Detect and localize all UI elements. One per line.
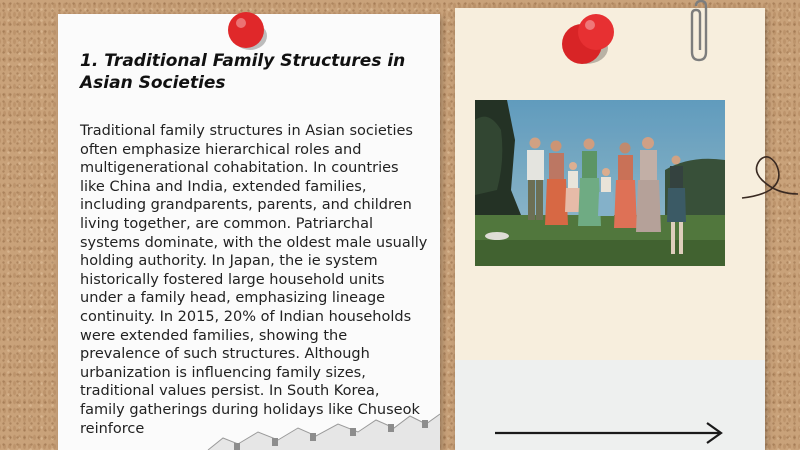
red-pushpin-icon — [225, 8, 271, 54]
left-note-card — [58, 14, 440, 450]
section-body: Traditional family structures in Asian societies often emphasize hierarchical roles and multigenerational cohabitation. In countries like China and India, extended families, including grandparents, parents, and children living together, are common. Patriarchal systems dominate, with the oldest male usually holding authority. In Japan, the ie system historically fostered large household units under a family head, emphasizing lineage continuity. In 2015, 20% of Indian households were extended families, showing the prevalence of such structures. Although urbanization is influencing family sizes, traditional values persist. In South Korea, family gatherings during holidays like Chuseok reinforce — [80, 123, 428, 437]
section-title: 1. Traditional Family Structures in Asian Societies — [80, 51, 406, 93]
red-pushpin-icon — [556, 10, 622, 70]
torn-paper-edge — [58, 410, 440, 450]
loop-doodle-icon — [740, 150, 800, 205]
family-photo — [475, 100, 725, 266]
right-note-card — [455, 8, 765, 450]
right-arrow-icon — [493, 420, 725, 446]
paperclip-icon — [688, 0, 716, 64]
